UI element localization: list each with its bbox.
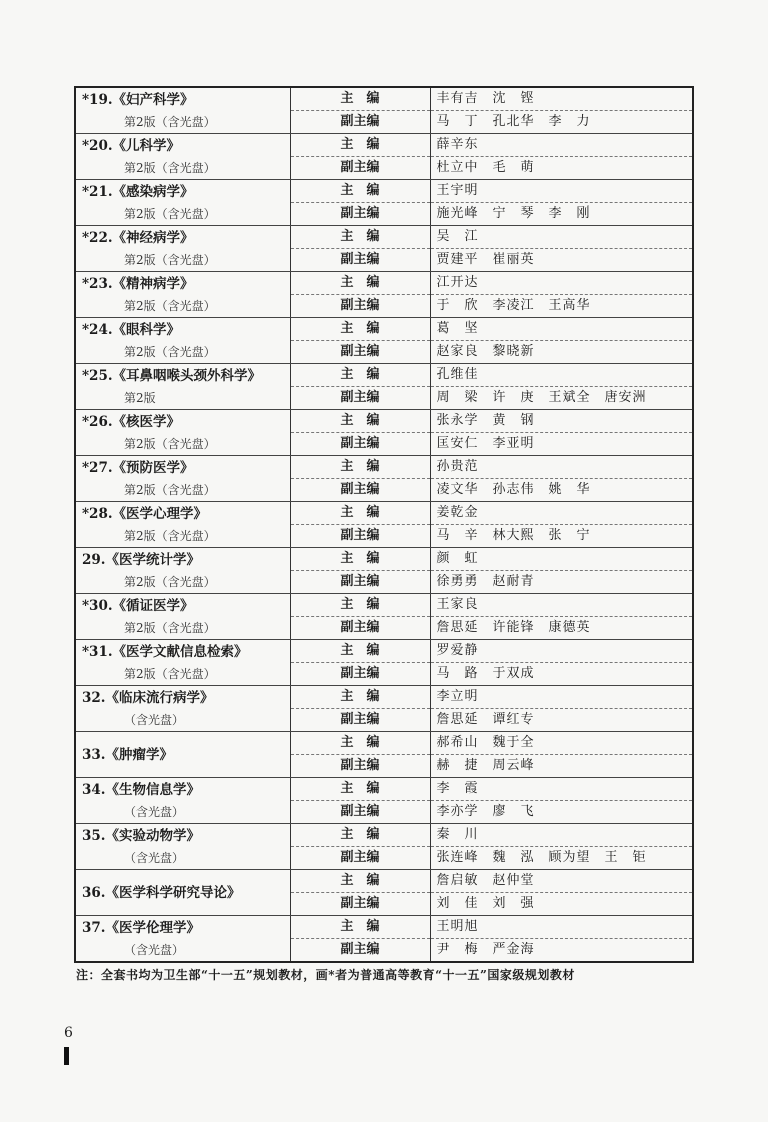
- book-title-cell: [75, 870, 290, 916]
- book-title: *27.《预防医学》: [82, 459, 194, 476]
- book-edition: （含光盘）: [124, 712, 185, 727]
- deputy-editor-label: 副主编: [290, 525, 430, 548]
- chief-editor-label: 主 编: [290, 686, 430, 709]
- table-row: [75, 640, 693, 663]
- deputy-editor-names: 赫 捷 周云峰: [430, 755, 693, 778]
- book-title-cell: [75, 686, 290, 732]
- chief-editor-label: 主 编: [290, 916, 430, 939]
- chief-editor-label: 主 编: [290, 732, 430, 755]
- chief-editor-label: 主 编: [290, 548, 430, 571]
- book-edition: 第2版（含光盘）: [124, 482, 216, 497]
- chief-editor-names: 张永学 黄 钢: [430, 410, 693, 433]
- book-title: 36.《医学科学研究导论》: [82, 884, 241, 901]
- deputy-editor-names: 詹思延 谭红专: [430, 709, 693, 732]
- book-title-cell: [75, 824, 290, 870]
- chief-editor-names: 吴 江: [430, 226, 693, 249]
- table-row: [75, 916, 693, 939]
- deputy-editor-names: 马 丁 孔北华 李 力: [430, 111, 693, 134]
- book-title: *31.《医学文献信息检索》: [82, 643, 248, 660]
- page-corner-mark: [64, 1047, 69, 1065]
- table-row: [75, 410, 693, 433]
- book-edition: 第2版（含光盘）: [124, 252, 216, 267]
- table-row: [75, 870, 693, 893]
- deputy-editor-label: 副主编: [290, 709, 430, 732]
- deputy-editor-names: 周 梁 许 庚 王斌全 唐安洲: [430, 387, 693, 410]
- deputy-editor-label: 副主编: [290, 847, 430, 870]
- deputy-editor-names: 刘 佳 刘 强: [430, 893, 693, 916]
- chief-editor-label: 主 编: [290, 226, 430, 249]
- chief-editor-names: 詹启敏 赵仲堂: [430, 870, 693, 893]
- book-title: *20.《儿科学》: [82, 137, 181, 154]
- deputy-editor-label: 副主编: [290, 617, 430, 640]
- deputy-editor-label: 副主编: [290, 111, 430, 134]
- book-title: *19.《妇产科学》: [82, 91, 194, 108]
- book-title: *22.《神经病学》: [82, 229, 194, 246]
- book-title-cell: [75, 640, 290, 686]
- deputy-editor-names: 李亦学 廖 飞: [430, 801, 693, 824]
- chief-editor-label: 主 编: [290, 594, 430, 617]
- book-title-cell: [75, 272, 290, 318]
- book-title-cell: [75, 226, 290, 272]
- chief-editor-names: 王家良: [430, 594, 693, 617]
- chief-editor-names: 丰有吉 沈 铿: [430, 87, 693, 111]
- book-edition: 第2版（含光盘）: [124, 206, 216, 221]
- chief-editor-names: 李立明: [430, 686, 693, 709]
- deputy-editor-names: 赵家良 黎晓新: [430, 341, 693, 364]
- book-edition: 第2版: [124, 390, 156, 405]
- chief-editor-label: 主 编: [290, 778, 430, 801]
- table-row: [75, 548, 693, 571]
- table-row: [75, 272, 693, 295]
- table-row: [75, 180, 693, 203]
- book-edition: 第2版（含光盘）: [124, 436, 216, 451]
- chief-editor-names: 颜 虹: [430, 548, 693, 571]
- deputy-editor-label: 副主编: [290, 295, 430, 318]
- chief-editor-label: 主 编: [290, 134, 430, 157]
- table-row: [75, 502, 693, 525]
- deputy-editor-names: 杜立中 毛 萌: [430, 157, 693, 180]
- book-title-cell: [75, 916, 290, 963]
- table-row: [75, 732, 693, 755]
- chief-editor-label: 主 编: [290, 456, 430, 479]
- book-title-cell: [75, 410, 290, 456]
- book-edition: 第2版（含光盘）: [124, 620, 216, 635]
- book-title: 32.《临床流行病学》: [82, 689, 214, 706]
- deputy-editor-label: 副主编: [290, 157, 430, 180]
- deputy-editor-names: 徐勇勇 赵耐青: [430, 571, 693, 594]
- book-edition: 第2版（含光盘）: [124, 666, 216, 681]
- deputy-editor-names: 匡安仁 李亚明: [430, 433, 693, 456]
- deputy-editor-label: 副主编: [290, 341, 430, 364]
- book-title-cell: [75, 180, 290, 226]
- table-row: [75, 87, 693, 111]
- book-title: *25.《耳鼻咽喉头颈外科学》: [82, 367, 262, 384]
- table-row: [75, 686, 693, 709]
- deputy-editor-names: 施光峰 宁 琴 李 刚: [430, 203, 693, 226]
- table-row: [75, 226, 693, 249]
- book-edition: （含光盘）: [124, 850, 185, 865]
- chief-editor-names: 王明旭: [430, 916, 693, 939]
- book-edition: 第2版（含光盘）: [124, 114, 216, 129]
- chief-editor-label: 主 编: [290, 272, 430, 295]
- book-title: 29.《医学统计学》: [82, 551, 200, 568]
- chief-editor-label: 主 编: [290, 824, 430, 847]
- chief-editor-names: 罗爱静: [430, 640, 693, 663]
- book-title-cell: [75, 456, 290, 502]
- chief-editor-names: 郝希山 魏于全: [430, 732, 693, 755]
- book-edition: 第2版（含光盘）: [124, 298, 216, 313]
- table-row: [75, 318, 693, 341]
- deputy-editor-names: 马 辛 林大熙 张 宁: [430, 525, 693, 548]
- book-title-cell: [75, 134, 290, 180]
- table-row: [75, 364, 693, 387]
- textbook-editor-table: [74, 86, 694, 963]
- deputy-editor-names: 凌文华 孙志伟 姚 华: [430, 479, 693, 502]
- book-edition: 第2版（含光盘）: [124, 528, 216, 543]
- deputy-editor-label: 副主编: [290, 893, 430, 916]
- chief-editor-label: 主 编: [290, 640, 430, 663]
- table-row: [75, 456, 693, 479]
- book-title: *26.《核医学》: [82, 413, 181, 430]
- deputy-editor-label: 副主编: [290, 203, 430, 226]
- table-row: [75, 594, 693, 617]
- book-edition: （含光盘）: [124, 942, 185, 957]
- chief-editor-names: 江开达: [430, 272, 693, 295]
- table-row: [75, 778, 693, 801]
- page-number: 6: [64, 1025, 73, 1041]
- chief-editor-label: 主 编: [290, 502, 430, 525]
- book-title: *24.《眼科学》: [82, 321, 181, 338]
- deputy-editor-label: 副主编: [290, 939, 430, 963]
- book-title: 33.《肿瘤学》: [82, 746, 173, 763]
- book-title: *21.《感染病学》: [82, 183, 194, 200]
- table-row: [75, 824, 693, 847]
- deputy-editor-label: 副主编: [290, 387, 430, 410]
- deputy-editor-label: 副主编: [290, 433, 430, 456]
- book-title-cell: [75, 548, 290, 594]
- footnote: 注：全套书均为卫生部“十一五”规划教材，画*者为普通高等教育“十一五”国家级规划教材: [76, 968, 575, 982]
- book-title-cell: [75, 318, 290, 364]
- book-edition: 第2版（含光盘）: [124, 160, 216, 175]
- book-title: *28.《医学心理学》: [82, 505, 208, 522]
- book-title-cell: [75, 364, 290, 410]
- chief-editor-names: 秦 川: [430, 824, 693, 847]
- deputy-editor-names: 马 路 于双成: [430, 663, 693, 686]
- deputy-editor-label: 副主编: [290, 571, 430, 594]
- chief-editor-label: 主 编: [290, 318, 430, 341]
- chief-editor-names: 葛 坚: [430, 318, 693, 341]
- chief-editor-label: 主 编: [290, 410, 430, 433]
- chief-editor-label: 主 编: [290, 870, 430, 893]
- chief-editor-label: 主 编: [290, 364, 430, 387]
- chief-editor-label: 主 编: [290, 87, 430, 111]
- chief-editor-names: 姜乾金: [430, 502, 693, 525]
- deputy-editor-names: 詹思延 许能锋 康德英: [430, 617, 693, 640]
- deputy-editor-label: 副主编: [290, 801, 430, 824]
- book-title: 34.《生物信息学》: [82, 781, 200, 798]
- book-edition: （含光盘）: [124, 804, 185, 819]
- deputy-editor-names: 尹 梅 严金海: [430, 939, 693, 963]
- book-title: 35.《实验动物学》: [82, 827, 200, 844]
- deputy-editor-names: 贾建平 崔丽英: [430, 249, 693, 272]
- book-edition: 第2版（含光盘）: [124, 574, 216, 589]
- book-title-cell: [75, 732, 290, 778]
- book-title-cell: [75, 778, 290, 824]
- book-title-cell: [75, 87, 290, 134]
- book-title-cell: [75, 502, 290, 548]
- chief-editor-label: 主 编: [290, 180, 430, 203]
- book-title: *30.《循证医学》: [82, 597, 194, 614]
- book-title-cell: [75, 594, 290, 640]
- table-body: [75, 87, 693, 962]
- deputy-editor-label: 副主编: [290, 663, 430, 686]
- deputy-editor-label: 副主编: [290, 249, 430, 272]
- deputy-editor-names: 张连峰 魏 泓 顾为望 王 钜: [430, 847, 693, 870]
- deputy-editor-names: 于 欣 李凌江 王高华: [430, 295, 693, 318]
- chief-editor-names: 孔维佳: [430, 364, 693, 387]
- book-title: 37.《医学伦理学》: [82, 919, 200, 936]
- chief-editor-names: 李 霞: [430, 778, 693, 801]
- deputy-editor-label: 副主编: [290, 755, 430, 778]
- table-row: [75, 134, 693, 157]
- chief-editor-names: 王宇明: [430, 180, 693, 203]
- chief-editor-names: 薛辛东: [430, 134, 693, 157]
- deputy-editor-label: 副主编: [290, 479, 430, 502]
- book-title: *23.《精神病学》: [82, 275, 194, 292]
- book-edition: 第2版（含光盘）: [124, 344, 216, 359]
- chief-editor-names: 孙贵范: [430, 456, 693, 479]
